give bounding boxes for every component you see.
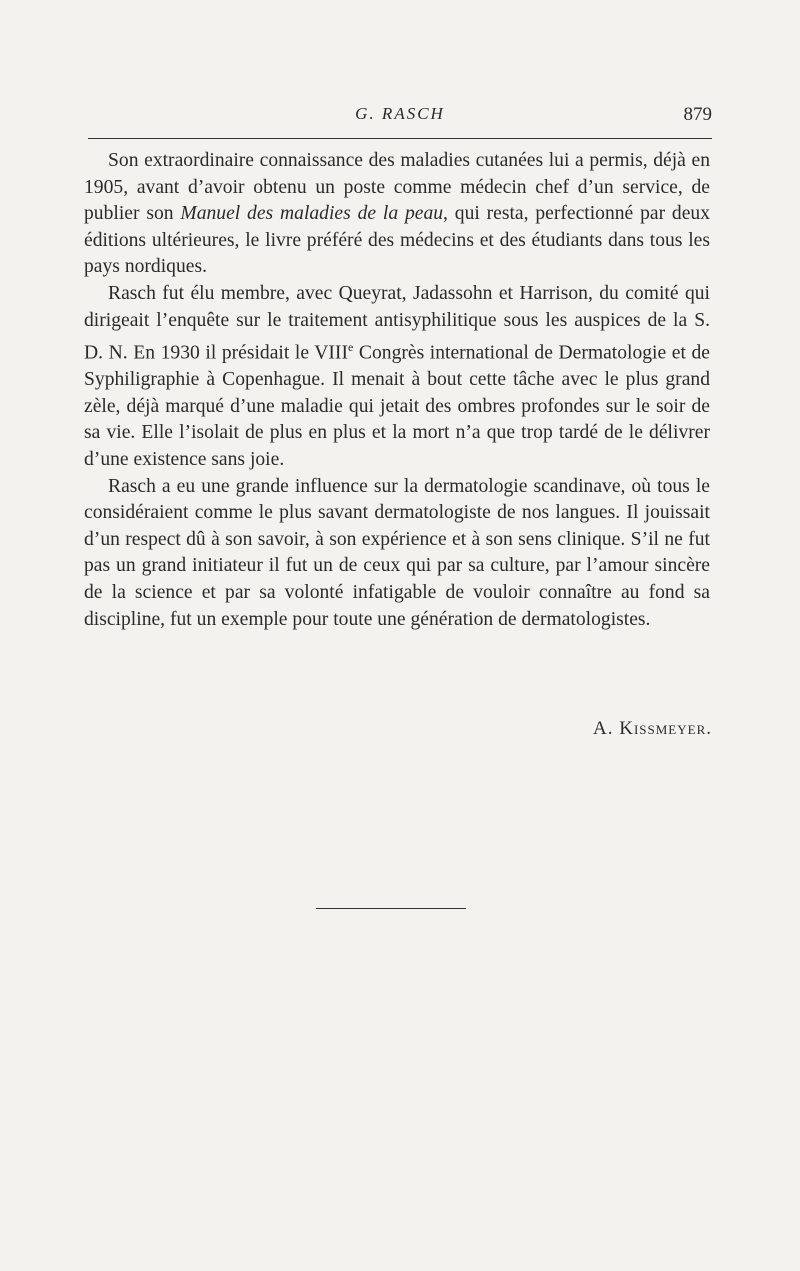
ordinal-superscript: e — [348, 340, 354, 355]
running-title: G. RASCH — [355, 104, 445, 123]
header-rule — [88, 138, 712, 139]
paragraph-2-text-start: Rasch fut élu membre, avec Queyrat, Jadassohn et Harrison, du comité qui dirigeait l’enquête sur le traitement antisyphilitique sous les auspices de la S. D. N. En 1930 il présidait le VIII — [84, 282, 710, 364]
paragraph-2-text-end: Congrès international de Dermatologie et de Syphiligraphie à Copenhague. Il menait à bout cette tâche avec le plus grand zèle, déjà marqué d’une maladie qui jetait des ombres profondes sur le soir de sa vie. Elle l’isolait de plus en plus et la mort n’a que trop tardé de le délivrer d’une existence sans joie. — [84, 342, 710, 471]
paragraph-3: Rasch a eu une grande influence sur la dermatologie scandinave, où tous le considéraient comme le plus savant dermatologiste de nos langues. Il jouissait d’un respect dû à son savoir, à son expérience et à son sens clinique. S’il ne fut pas un grand initiateur il fut un de ceux qui par sa culture, par l’amour sincère de la science et par sa volonté infatigable de vouloir connaître au fond sa discipline, fut un exemple pour toute une génération de dermatologistes. — [84, 475, 710, 630]
paragraph-1 — [84, 148, 710, 281]
page-number: 879 — [683, 104, 712, 125]
article-body — [84, 148, 710, 633]
running-head — [88, 104, 712, 130]
book-title: Manuel des maladies de la peau — [180, 203, 444, 225]
signature-name: Kissmeyer. — [619, 718, 712, 739]
paragraph-2 — [84, 281, 710, 474]
paragraph-1-text-start: Son extraordinaire connaissance des maladies cutanées lui a permis, déjà en 1905, avant d’avoir obtenu un poste comme médecin chef d’un service, de publier son — [84, 150, 710, 225]
author-signature — [593, 718, 712, 740]
end-rule — [316, 908, 466, 909]
paragraph-1-text-end: , qui resta, perfectionné par deux éditions ultérieures, le livre préféré des médecins et des étudiants dans tous les pays nordiques. — [84, 203, 710, 278]
signature-initial: A. — [593, 718, 614, 739]
